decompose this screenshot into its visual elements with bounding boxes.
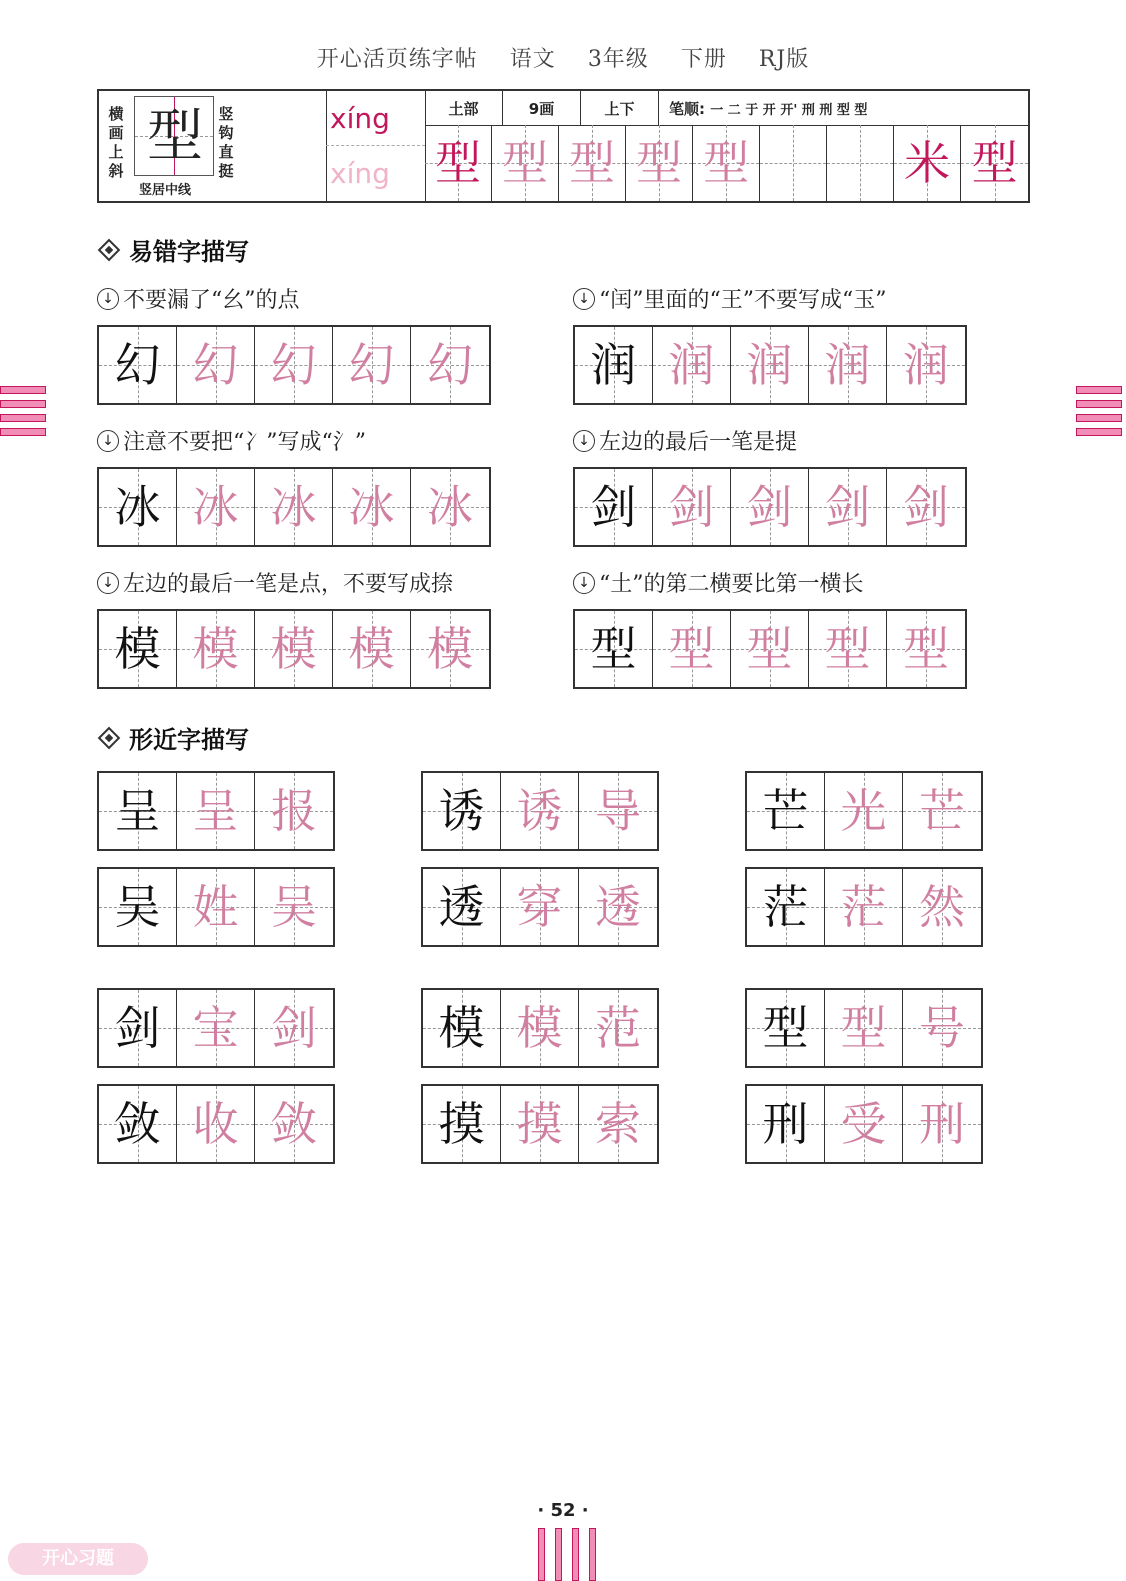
practice-cell[interactable] [827, 125, 894, 201]
practice-cell[interactable]: 号 [903, 990, 981, 1066]
similar-char-group [745, 867, 983, 947]
practice-cell[interactable]: 润 [809, 327, 887, 403]
pinyin-box [326, 91, 426, 201]
subject: 语文 [509, 47, 556, 72]
grade: 3年级 [587, 47, 649, 72]
stroke-order: 笔顺: 一 二 于 开 开' 刑 刑 型 型 [669, 99, 868, 118]
stroke-count: 9画 [503, 91, 581, 125]
practice-cell[interactable]: 型 [492, 125, 559, 201]
practice-cell[interactable]: 剑 [99, 990, 177, 1066]
practice-cell[interactable]: 刑 [903, 1086, 981, 1162]
practice-cell[interactable]: 剑 [809, 469, 887, 545]
practice-cell[interactable]: 型 [961, 125, 1028, 201]
practice-cell[interactable]: 宝 [177, 990, 255, 1066]
practice-cell[interactable]: 型 [731, 611, 809, 687]
practice-cell[interactable]: 敛 [99, 1086, 177, 1162]
practice-cell[interactable]: 润 [887, 327, 965, 403]
practice-cell[interactable]: 模 [177, 611, 255, 687]
practice-cell[interactable]: 索 [579, 1086, 657, 1162]
practice-cell[interactable]: 冰 [411, 469, 489, 545]
pinyin-trace[interactable]: xíng [330, 157, 390, 190]
tip: ↓ 注意不要把“冫”写成“氵” [97, 425, 366, 456]
similar-char-group [97, 771, 335, 851]
practice-cell[interactable]: 诱 [423, 773, 501, 849]
practice-cell[interactable]: 型 [653, 611, 731, 687]
practice-cell[interactable]: 刑 [747, 1086, 825, 1162]
character-meta [425, 91, 1028, 126]
practice-cell[interactable]: 芒 [903, 773, 981, 849]
practice-cell[interactable]: 型 [575, 611, 653, 687]
practice-cell[interactable]: 模 [423, 990, 501, 1066]
practice-cell[interactable]: 呈 [177, 773, 255, 849]
practice-cell[interactable]: 剑 [255, 990, 333, 1066]
tip: ↓ 左边的最后一笔是点，不要写成捺 [97, 567, 453, 598]
similar-char-group [745, 771, 983, 851]
practice-cell[interactable]: 幻 [255, 327, 333, 403]
practice-cell[interactable]: 然 [903, 869, 981, 945]
practice-cell[interactable]: 收 [177, 1086, 255, 1162]
practice-cell[interactable]: 剑 [653, 469, 731, 545]
practice-cell[interactable]: 范 [579, 990, 657, 1066]
practice-row [573, 609, 967, 689]
similar-char-group [97, 988, 335, 1068]
practice-cell[interactable]: 导 [579, 773, 657, 849]
section-title-similar-chars: 形近字描写 [97, 720, 249, 755]
practice-cell[interactable]: 吴 [255, 869, 333, 945]
similar-char-group [745, 988, 983, 1068]
practice-row [573, 467, 967, 547]
similar-char-group [421, 1084, 659, 1164]
tip: ↓ 不要漏了“幺”的点 [97, 283, 300, 314]
similar-char-group [421, 771, 659, 851]
structure: 上下 [581, 91, 659, 125]
page-header [0, 42, 1126, 73]
practice-cell[interactable]: 润 [653, 327, 731, 403]
practice-cell[interactable]: 茫 [825, 869, 903, 945]
practice-cell[interactable]: 茫 [747, 869, 825, 945]
practice-cell[interactable]: 透 [579, 869, 657, 945]
practice-cell[interactable]: 润 [575, 327, 653, 403]
volume: 下册 [680, 47, 727, 72]
tip: ↓ 左边的最后一笔是提 [573, 425, 797, 456]
right-stroke-note: 竖 钩 直 挺 [218, 105, 234, 180]
tip: ↓ “土”的第二横要比第一横长 [573, 567, 864, 598]
similar-char-group [421, 867, 659, 947]
section-title-error-prone: 易错字描写 [97, 232, 249, 267]
practice-cell[interactable]: 摸 [501, 1086, 579, 1162]
radical: 土部 [425, 91, 503, 125]
practice-cell[interactable]: 幻 [99, 327, 177, 403]
practice-cell[interactable]: 冰 [177, 469, 255, 545]
practice-cell[interactable]: 型 [626, 125, 693, 201]
practice-cell[interactable]: 模 [501, 990, 579, 1066]
practice-cell[interactable]: 幻 [177, 327, 255, 403]
bottom-bars [538, 1528, 596, 1581]
practice-cell[interactable]: 型 [747, 990, 825, 1066]
practice-row [97, 609, 491, 689]
character-card [97, 89, 1030, 203]
pinyin: xíng [326, 91, 425, 146]
similar-char-group [745, 1084, 983, 1164]
practice-cell[interactable]: 模 [411, 611, 489, 687]
practice-cell[interactable]: 幻 [411, 327, 489, 403]
practice-row [97, 325, 491, 405]
practice-cell[interactable] [760, 125, 827, 201]
character-caption: 竖居中线 [139, 183, 192, 198]
practice-cell[interactable]: 剑 [731, 469, 809, 545]
practice-cell[interactable]: 型 [887, 611, 965, 687]
book-title: 开心活页练字帖 [316, 47, 478, 72]
practice-cell[interactable]: 润 [731, 327, 809, 403]
left-side-bars [0, 386, 46, 442]
edition: RJ版 [758, 47, 810, 72]
practice-cell[interactable]: 冰 [255, 469, 333, 545]
practice-cell[interactable]: 吴 [99, 869, 177, 945]
practice-cell[interactable]: 受 [825, 1086, 903, 1162]
similar-char-group [97, 1084, 335, 1164]
tip: ↓ “闰”里面的“王”不要写成“玉” [573, 283, 886, 314]
practice-cell[interactable]: 型 [693, 125, 760, 201]
practice-cell[interactable]: 冰 [99, 469, 177, 545]
similar-char-group [421, 988, 659, 1068]
publisher-logo: 开心习题 [8, 1543, 148, 1575]
practice-row [573, 325, 967, 405]
practice-cell[interactable]: 报 [255, 773, 333, 849]
practice-cell[interactable]: 剑 [887, 469, 965, 545]
practice-cell[interactable]: 呈 [99, 773, 177, 849]
practice-cell[interactable]: 剑 [575, 469, 653, 545]
left-stroke-note: 横 画 上 斜 [108, 105, 124, 180]
main-character: 型 [147, 104, 203, 169]
practice-cell[interactable]: 型 [825, 990, 903, 1066]
similar-char-group [97, 867, 335, 947]
practice-cell[interactable]: 冰 [333, 469, 411, 545]
practice-cell[interactable]: 摸 [423, 1086, 501, 1162]
practice-cell[interactable]: 型 [425, 125, 492, 201]
practice-cell[interactable]: 模 [255, 611, 333, 687]
practice-cell[interactable]: 穿 [501, 869, 579, 945]
practice-cell[interactable]: 型 [809, 611, 887, 687]
practice-cell[interactable]: 透 [423, 869, 501, 945]
practice-cell[interactable]: 姓 [177, 869, 255, 945]
main-character-box [134, 96, 214, 176]
character-practice-grid [425, 125, 1028, 201]
practice-cell[interactable]: 诱 [501, 773, 579, 849]
practice-cell[interactable]: 型 [559, 125, 626, 201]
practice-cell[interactable]: 幻 [333, 327, 411, 403]
right-side-bars [1076, 386, 1122, 442]
practice-cell[interactable]: 米 [894, 125, 961, 201]
page-number: · 52 · [537, 1500, 589, 1521]
practice-cell[interactable]: 芒 [747, 773, 825, 849]
character-card-left [99, 91, 327, 201]
practice-cell[interactable]: 光 [825, 773, 903, 849]
practice-cell[interactable]: 模 [333, 611, 411, 687]
practice-row [97, 467, 491, 547]
practice-cell[interactable]: 模 [99, 611, 177, 687]
practice-cell[interactable]: 敛 [255, 1086, 333, 1162]
